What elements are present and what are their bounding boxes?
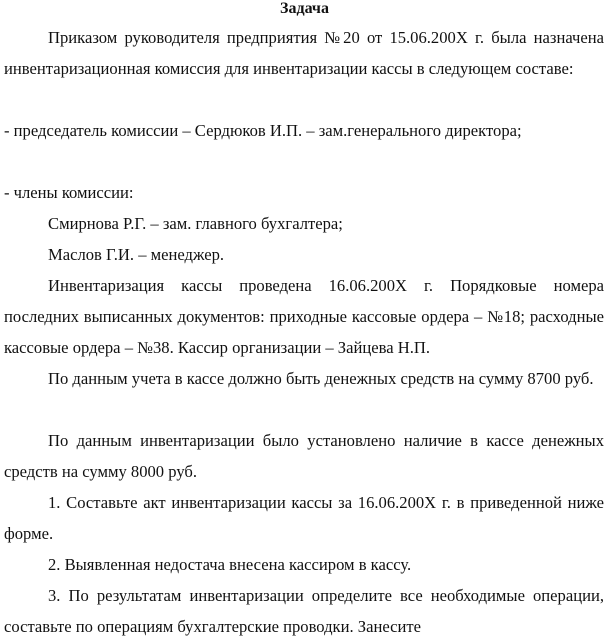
paragraph-member-maslov: Маслов Г.И. – менеджер. [48,245,225,264]
paragraph-inventory-date: Инвентаризация кассы проведена 16.06.200Х г. Порядковые номера последних выписанных документов: приходные кассовые ордера – №18; расходные кассовые ордера – №38. Кассир организации – Зайцева Н.П. [4,276,604,357]
paragraph-members-heading: - члены комиссии: [4,183,134,202]
paragraph-order: Приказом руководителя предприятия №20 от 15.06.200Х г. была назначена инвентаризационная комиссия для инвентаризации кассы в следующем составе: [4,28,604,78]
paragraph-accounting-balance: По данным учета в кассе должно быть денежных средств на сумму 8700 руб. [48,369,594,388]
task-item-1: 1. Составьте акт инвентаризации кассы за 16.06.200Х г. в приведенной ниже форме. [4,493,604,543]
task-item-3: 3. По результатам инвентаризации определите все необходимые операции, составьте по операциям бухгалтерские проводки. Занесите [4,586,604,636]
task-item-2: 2. Выявленная недостача внесена кассиром в кассу. [48,555,412,574]
document-title: Задача [280,0,329,17]
paragraph-member-smirnova: Смирнова Р.Г. – зам. главного бухгалтера; [48,214,343,233]
paragraph-chairman: - председатель комиссии – Сердюков И.П. – зам.генерального директора; [4,121,522,140]
paragraph-actual-balance: По данным инвентаризации было установлено наличие в кассе денежных средств на сумму 8000 руб. [4,431,604,481]
